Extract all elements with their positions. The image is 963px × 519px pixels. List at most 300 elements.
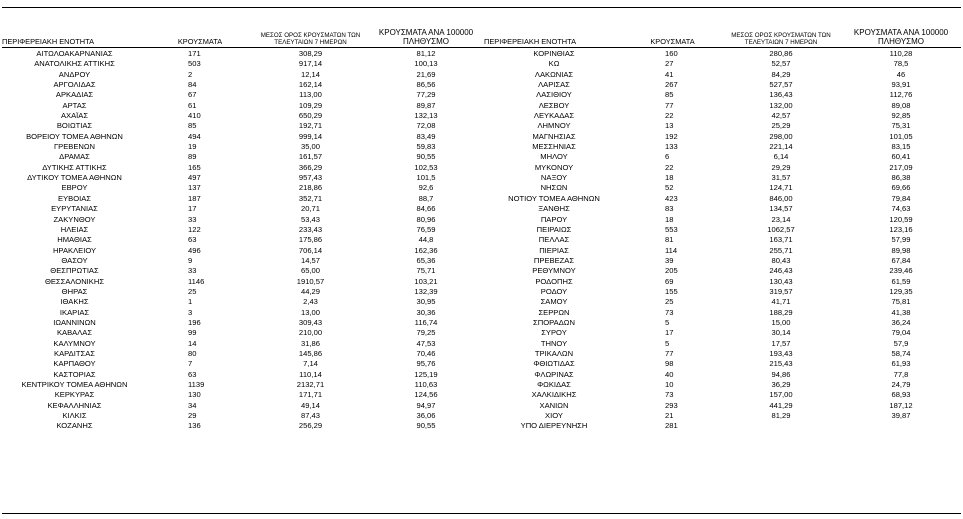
right-region-cell: ΛΗΜΝΟΥ — [537, 121, 571, 131]
right-region-cell: ΦΘΙΩΤΙΔΑΣ — [533, 359, 575, 369]
header-row — [2, 28, 961, 48]
right-region-cell: ΜΗΛΟΥ — [540, 152, 568, 162]
left-avg-7d-cell: 192,71 — [298, 121, 323, 131]
right-cases-cell: 6 — [665, 152, 670, 162]
left-per100k-cell: 103,21 — [414, 276, 438, 286]
left-cases-cell: 9 — [188, 255, 193, 265]
left-avg-7d-cell: 44,29 — [300, 286, 320, 296]
table-row — [2, 277, 961, 287]
left-cases-cell: 171 — [188, 49, 201, 59]
right-cases-cell: 69 — [665, 276, 674, 286]
right-region-cell: ΠΡΕΒΕΖΑΣ — [533, 255, 575, 265]
right-avg-7d-cell: 23,14 — [771, 214, 791, 224]
left-cases-cell: 63 — [188, 369, 197, 379]
right-per100k-cell: 46 — [896, 69, 906, 79]
right-per100k-cell: 61,59 — [891, 276, 911, 286]
right-region-cell: ΧΑΝΙΩΝ — [539, 400, 569, 410]
left-per100k-cell: 101,5 — [416, 173, 436, 183]
right-cases-cell: 22 — [665, 111, 674, 121]
right-per100k-cell: 41,38 — [891, 307, 911, 317]
header-cases-right: ΚΡΟΥΣΜΑΤΑ — [624, 28, 721, 48]
right-region-cell: ΛΕΥΚΑΔΑΣ — [533, 111, 575, 121]
table-row — [2, 194, 961, 204]
right-per100k-cell: 89,08 — [891, 100, 911, 110]
right-cases-cell: 17 — [665, 328, 674, 338]
right-region-cell: ΠΕΛΛΑΣ — [538, 235, 570, 245]
left-cases-cell: 122 — [188, 224, 201, 234]
left-cases-cell: 85 — [188, 121, 197, 131]
left-avg-7d-cell: 49,14 — [300, 400, 320, 410]
left-per100k-cell: 86,56 — [416, 80, 436, 90]
right-per100k-cell: 60,41 — [891, 152, 911, 162]
table-row — [2, 101, 961, 111]
right-per100k-cell: 58,74 — [891, 348, 911, 358]
left-avg-7d-cell: 35,00 — [300, 142, 320, 152]
right-per100k-cell — [841, 421, 961, 431]
right-region-cell: ΝΑΞΟΥ — [540, 173, 568, 183]
left-region-cell: ΙΘΑΚΗΣ — [60, 297, 89, 307]
left-per100k-cell: 47,53 — [416, 338, 436, 348]
right-cases-cell: 114 — [665, 245, 678, 255]
left-cases-cell: 496 — [188, 245, 201, 255]
right-cases-cell: 155 — [665, 286, 678, 296]
right-per100k-cell: 89,98 — [891, 245, 911, 255]
left-region-cell: ΕΒΡΟΥ — [61, 183, 88, 193]
left-per100k-cell: 102,53 — [414, 162, 438, 172]
right-region-cell: ΦΛΩΡΙΝΑΣ — [534, 369, 574, 379]
left-region-cell: ΙΩΑΝΝΙΝΩΝ — [53, 317, 96, 327]
left-per100k-cell: 100,13 — [414, 59, 438, 69]
header-cases-left: ΚΡΟΥΣΜΑΤΑ — [147, 28, 253, 48]
left-cases-cell: 503 — [188, 59, 201, 69]
left-avg-7d-cell: 14,57 — [300, 255, 320, 265]
right-cases-cell: 293 — [665, 400, 678, 410]
right-region-cell: ΣΥΡΟΥ — [541, 328, 567, 338]
right-cases-cell: 77 — [665, 100, 674, 110]
right-region-cell: ΣΕΡΡΩΝ — [538, 307, 570, 317]
left-avg-7d-cell: 233,43 — [298, 224, 323, 234]
right-cases-cell: 73 — [665, 307, 674, 317]
left-per100k-cell: 116,74 — [414, 317, 438, 327]
left-region-cell: ΑΙΤΩΛΟΑΚΑΡΝΑΝΙΑΣ — [36, 49, 113, 59]
left-region-cell: ΘΕΣΠΡΩΤΙΑΣ — [50, 266, 99, 276]
left-avg-7d-cell: 650,29 — [298, 111, 323, 121]
left-cases-cell: 34 — [188, 400, 197, 410]
left-avg-7d-cell: 1910,57 — [296, 276, 325, 286]
right-per100k-cell: 123,16 — [889, 224, 913, 234]
right-region-cell: ΠΙΕΡΙΑΣ — [539, 245, 569, 255]
covid-cases-table — [2, 28, 961, 432]
right-cases-cell: 133 — [665, 142, 678, 152]
right-avg-7d-cell: 157,00 — [769, 390, 793, 400]
right-avg-7d-cell: 130,43 — [769, 276, 793, 286]
right-per100k-cell: 68,93 — [891, 390, 911, 400]
left-per100k-cell: 59,83 — [416, 142, 436, 152]
right-per100k-cell: 36,24 — [891, 317, 911, 327]
left-region-cell: ΚΙΛΚΙΣ — [62, 411, 87, 421]
left-per100k-cell: 30,95 — [416, 297, 436, 307]
left-region-cell: ΑΡΓΟΛΙΔΑΣ — [53, 80, 96, 90]
table-row — [2, 142, 961, 152]
right-avg-7d-cell: 124,71 — [769, 183, 793, 193]
right-region-cell: ΜΕΣΣΗΝΙΑΣ — [532, 142, 576, 152]
right-region-cell: ΠΕΙΡΑΙΩΣ — [536, 224, 572, 234]
table-row — [2, 121, 961, 131]
table-row — [2, 132, 961, 142]
header-avg-right: ΜΕΣΟΣ ΟΡΟΣ ΚΡΟΥΣΜΑΤΩΝ ΤΩΝ ΤΕΛΕΥΤΑΙΩΝ 7 ΗΜΕΡΩΝ — [721, 28, 841, 48]
left-region-cell: ΚΑΛΥΜΝΟΥ — [53, 338, 96, 348]
right-cases-cell: 73 — [665, 390, 674, 400]
left-per100k-cell: 65,36 — [416, 255, 436, 265]
table-row — [2, 70, 961, 80]
left-region-cell: ΚΟΖΑΝΗΣ — [56, 421, 93, 431]
left-cases-cell: 80 — [188, 348, 197, 358]
left-avg-7d-cell: 309,43 — [298, 317, 323, 327]
right-avg-7d-cell: 193,43 — [769, 348, 793, 358]
right-cases-cell: 281 — [665, 421, 678, 431]
right-per100k-cell: 79,04 — [891, 328, 911, 338]
left-avg-7d-cell: 706,14 — [298, 245, 323, 255]
left-cases-cell: 19 — [188, 142, 197, 152]
left-cases-cell: 497 — [188, 173, 201, 183]
left-per100k-cell: 89,87 — [416, 100, 436, 110]
right-per100k-cell: 217,09 — [889, 162, 913, 172]
header-per100k-right: ΚΡΟΥΣΜΑΤΑ ΑΝΑ 100000 ΠΛΗΘΥΣΜΟ — [841, 28, 961, 48]
right-region-cell: ΥΠΟ ΔΙΕΡΕΥΝΗΣΗ — [520, 421, 588, 431]
header-region-left: ΠΕΡΙΦΕΡΕΙΑΚΗ ΕΝΟΤΗΤΑ — [2, 28, 147, 48]
left-cases-cell: 99 — [188, 328, 197, 338]
left-cases-cell: 14 — [188, 338, 197, 348]
left-per100k-cell: 84,66 — [416, 204, 436, 214]
left-cases-cell: 3 — [188, 307, 193, 317]
left-cases-cell: 196 — [188, 317, 201, 327]
left-per100k-cell: 95,76 — [416, 359, 436, 369]
left-per100k-cell: 92,6 — [418, 183, 434, 193]
table-row — [2, 370, 961, 380]
left-per100k-cell: 94,97 — [416, 400, 436, 410]
right-cases-cell: 267 — [665, 80, 678, 90]
right-avg-7d-cell — [721, 421, 841, 431]
right-per100k-cell: 129,35 — [889, 286, 913, 296]
left-cases-cell: 63 — [188, 235, 197, 245]
left-region-cell: ΒΟΡΕΙΟΥ ΤΟΜΕΑ ΑΘΗΝΩΝ — [26, 131, 123, 141]
right-per100k-cell: 92,85 — [891, 111, 911, 121]
right-region-cell: ΧΙΟΥ — [545, 411, 563, 421]
right-cases-cell: 423 — [665, 193, 678, 203]
left-cases-cell: 7 — [188, 359, 193, 369]
left-cases-cell: 136 — [188, 421, 201, 431]
left-per100k-cell: 124,56 — [414, 390, 438, 400]
left-region-cell: ΔΡΑΜΑΣ — [59, 152, 90, 162]
left-region-cell: ΚΑΡΠΑΘΟΥ — [53, 359, 96, 369]
header-per100k-left: ΚΡΟΥΣΜΑΤΑ ΑΝΑ 100000 ΠΛΗΘΥΣΜΟ — [368, 28, 484, 48]
left-region-cell: ΚΑΡΔΙΤΣΑΣ — [54, 348, 95, 358]
right-cases-cell: 18 — [665, 173, 674, 183]
left-region-cell: ΑΡΤΑΣ — [62, 100, 87, 110]
left-region-cell: ΘΗΡΑΣ — [61, 286, 88, 296]
right-region-cell: ΤΡΙΚΑΛΩΝ — [534, 348, 574, 358]
table-row — [2, 380, 961, 390]
left-cases-cell: 1 — [188, 297, 193, 307]
right-region-cell: ΡΕΘΥΜΝΟΥ — [532, 266, 576, 276]
right-avg-7d-cell: 84,29 — [771, 69, 791, 79]
left-avg-7d-cell: 957,43 — [298, 173, 323, 183]
left-cases-cell: 33 — [188, 214, 197, 224]
left-per100k-cell: 81,12 — [416, 49, 436, 59]
right-per100k-cell: 61,93 — [891, 359, 911, 369]
right-per100k-cell: 83,15 — [891, 142, 911, 152]
left-cases-cell: 29 — [188, 411, 197, 421]
left-per100k-cell: 75,71 — [416, 266, 436, 276]
left-avg-7d-cell: 87,43 — [300, 411, 320, 421]
table-row — [2, 297, 961, 307]
left-avg-7d-cell: 308,29 — [298, 49, 323, 59]
right-region-cell: ΦΩΚΙΔΑΣ — [537, 380, 571, 390]
table-row — [2, 235, 961, 245]
left-region-cell: ΚΕΡΚΥΡΑΣ — [54, 390, 95, 400]
left-avg-7d-cell: 145,86 — [298, 348, 323, 358]
right-avg-7d-cell: 52,57 — [771, 59, 791, 69]
left-region-cell: ΙΚΑΡΙΑΣ — [59, 307, 90, 317]
left-per100k-cell: 83,49 — [416, 131, 436, 141]
right-region-cell: ΣΠΟΡΑΔΩΝ — [533, 317, 575, 327]
right-per100k-cell: 39,87 — [891, 411, 911, 421]
left-cases-cell: 130 — [188, 390, 201, 400]
left-avg-7d-cell: 65,00 — [300, 266, 320, 276]
left-per100k-cell: 44,8 — [418, 235, 434, 245]
left-region-cell: ΗΜΑΘΙΑΣ — [57, 235, 92, 245]
right-avg-7d-cell: 42,57 — [771, 111, 791, 121]
right-cases-cell: 205 — [665, 266, 678, 276]
right-per100k-cell: 187,12 — [889, 400, 913, 410]
right-per100k-cell: 24,79 — [891, 380, 911, 390]
right-avg-7d-cell: 17,57 — [771, 338, 791, 348]
right-cases-cell: 10 — [665, 380, 674, 390]
left-per100k-cell: 132,39 — [414, 286, 438, 296]
left-region-cell: ΚΑΒΑΛΑΣ — [56, 328, 93, 338]
right-cases-cell: 52 — [665, 183, 674, 193]
left-per100k-cell: 21,69 — [416, 69, 436, 79]
right-region-cell: ΧΑΛΚΙΔΙΚΗΣ — [531, 390, 577, 400]
left-per100k-cell: 80,96 — [416, 214, 436, 224]
left-avg-7d-cell: 256,29 — [298, 421, 323, 431]
left-avg-7d-cell: 171,71 — [298, 390, 323, 400]
left-cases-cell: 137 — [188, 183, 201, 193]
left-region-cell: ΑΝΑΤΟΛΙΚΗΣ ΑΤΤΙΚΗΣ — [34, 59, 115, 69]
right-avg-7d-cell: 246,43 — [769, 266, 793, 276]
table-row — [2, 349, 961, 359]
left-region-cell: ΚΕΝΤΡΙΚΟΥ ΤΟΜΕΑ ΑΘΗΝΩΝ — [21, 380, 128, 390]
left-avg-7d-cell: 218,86 — [298, 183, 323, 193]
right-per100k-cell: 57,9 — [893, 338, 909, 348]
right-cases-cell: 98 — [665, 359, 674, 369]
left-avg-7d-cell: 161,57 — [298, 152, 323, 162]
table-row — [2, 359, 961, 369]
right-avg-7d-cell: 6,14 — [773, 152, 789, 162]
right-cases-cell: 39 — [665, 255, 674, 265]
table-row — [2, 215, 961, 225]
right-region-cell: ΤΗΝΟΥ — [540, 338, 568, 348]
right-per100k-cell: 93,91 — [891, 80, 911, 90]
right-per100k-cell: 78,5 — [893, 59, 909, 69]
left-cases-cell: 17 — [188, 204, 197, 214]
left-cases-cell: 2 — [188, 69, 193, 79]
right-cases-cell: 83 — [665, 204, 674, 214]
right-avg-7d-cell: 527,57 — [769, 80, 793, 90]
left-per100k-cell: 132,13 — [414, 111, 438, 121]
right-avg-7d-cell: 163,71 — [769, 235, 793, 245]
left-avg-7d-cell: 113,00 — [299, 90, 322, 100]
right-region-cell: ΝΟΤΙΟΥ ΤΟΜΕΑ ΑΘΗΝΩΝ — [508, 193, 600, 203]
right-cases-cell: 192 — [665, 131, 678, 141]
right-avg-7d-cell: 280,86 — [769, 49, 793, 59]
left-avg-7d-cell: 917,14 — [298, 59, 323, 69]
table-row — [2, 266, 961, 276]
left-avg-7d-cell: 109,29 — [298, 100, 323, 110]
left-avg-7d-cell: 12,14 — [300, 69, 320, 79]
right-region-cell: ΡΟΔΟΥ — [540, 286, 568, 296]
right-per100k-cell: 77,8 — [893, 369, 909, 379]
left-per100k-cell: 88,7 — [418, 193, 434, 203]
right-avg-7d-cell: 29,29 — [771, 162, 791, 172]
left-region-cell: ΕΥΡΥΤΑΝΙΑΣ — [51, 204, 98, 214]
left-cases-cell: 89 — [188, 152, 197, 162]
table-row — [2, 328, 961, 338]
table-row — [2, 390, 961, 400]
left-per100k-cell: 110,63 — [414, 380, 438, 390]
left-per100k-cell: 77,29 — [416, 90, 436, 100]
left-region-cell: ΔΥΤΙΚΗΣ ΑΤΤΙΚΗΣ — [42, 162, 107, 172]
right-region-cell: ΛΑΣΙΘΙΟΥ — [536, 90, 572, 100]
table-row — [2, 59, 961, 69]
right-region-cell: ΜΥΚΟΝΟΥ — [534, 162, 574, 172]
right-per100k-cell: 75,81 — [891, 297, 911, 307]
right-cases-cell: 25 — [665, 297, 674, 307]
right-region-cell: ΛΕΣΒΟΥ — [538, 100, 570, 110]
right-cases-cell: 27 — [665, 59, 674, 69]
right-region-cell: ΝΗΣΩΝ — [540, 183, 568, 193]
right-avg-7d-cell: 136,43 — [769, 90, 793, 100]
left-avg-7d-cell: 352,71 — [298, 193, 323, 203]
table-row — [2, 48, 961, 60]
right-region-cell: ΣΑΜΟΥ — [540, 297, 568, 307]
left-cases-cell: 25 — [188, 286, 197, 296]
left-region-cell: ΑΡΚΑΔΙΑΣ — [55, 90, 94, 100]
right-region-cell: ΜΑΓΝΗΣΙΑΣ — [532, 131, 576, 141]
right-avg-7d-cell: 15,00 — [771, 317, 791, 327]
left-per100k-cell: 76,59 — [416, 224, 436, 234]
left-per100k-cell: 72,08 — [416, 121, 436, 131]
left-region-cell: ΖΑΚΥΝΘΟΥ — [53, 214, 96, 224]
table-row — [2, 256, 961, 266]
left-avg-7d-cell: 999,14 — [298, 131, 323, 141]
right-per100k-cell: 57,99 — [891, 235, 911, 245]
right-per100k-cell: 69,66 — [891, 183, 911, 193]
left-region-cell: ΘΑΣΟΥ — [61, 255, 88, 265]
right-per100k-cell: 110,28 — [889, 49, 913, 59]
left-cases-cell: 67 — [188, 90, 197, 100]
left-per100k-cell: 36,06 — [416, 411, 436, 421]
left-avg-7d-cell: 31,86 — [300, 338, 320, 348]
header-region-right: ΠΕΡΙΦΕΡΕΙΑΚΗ ΕΝΟΤΗΤΑ — [484, 28, 624, 48]
left-cases-cell: 1146 — [188, 276, 205, 286]
left-per100k-cell: 90,55 — [416, 152, 436, 162]
table-row — [2, 90, 961, 100]
left-per100k-cell: 125,19 — [414, 369, 438, 379]
right-per100k-cell: 67,84 — [891, 255, 911, 265]
right-region-cell: ΞΑΝΘΗΣ — [538, 204, 570, 214]
right-region-cell: ΛΑΚΩΝΙΑΣ — [534, 69, 574, 79]
table-row — [2, 246, 961, 256]
table-body — [2, 48, 961, 432]
right-avg-7d-cell: 1062,57 — [767, 224, 795, 234]
left-cases-cell: 1139 — [188, 380, 205, 390]
table-row — [2, 287, 961, 297]
right-avg-7d-cell: 319,57 — [769, 286, 793, 296]
left-region-cell: ΕΥΒΟΙΑΣ — [58, 193, 91, 203]
right-avg-7d-cell: 298,00 — [769, 131, 793, 141]
top-rule — [2, 7, 961, 8]
left-per100k-cell: 30,36 — [416, 307, 436, 317]
right-avg-7d-cell: 30,14 — [771, 328, 791, 338]
table-row — [2, 411, 961, 421]
left-cases-cell: 84 — [188, 80, 197, 90]
right-avg-7d-cell: 36,29 — [771, 380, 791, 390]
right-per100k-cell: 86,38 — [891, 173, 911, 183]
right-cases-cell: 41 — [665, 69, 674, 79]
left-cases-cell: 494 — [188, 131, 201, 141]
right-per100k-cell: 239,46 — [889, 266, 913, 276]
right-per100k-cell: 74,63 — [891, 204, 911, 214]
right-avg-7d-cell: 221,14 — [769, 142, 793, 152]
right-region-cell: ΚΩ — [548, 59, 560, 69]
table-row — [2, 339, 961, 349]
table-row — [2, 318, 961, 328]
left-avg-7d-cell: 2,43 — [303, 297, 318, 307]
right-cases-cell: 5 — [665, 317, 670, 327]
left-per100k-cell: 79,25 — [416, 328, 436, 338]
left-region-cell: ΔΥΤΙΚΟΥ ΤΟΜΕΑ ΑΘΗΝΩΝ — [27, 173, 122, 183]
right-avg-7d-cell: 31,57 — [771, 173, 791, 183]
right-avg-7d-cell: 188,29 — [769, 307, 793, 317]
right-region-cell: ΡΟΔΟΠΗΣ — [535, 276, 573, 286]
left-region-cell: ΚΕΦΑΛΛΗΝΙΑΣ — [47, 400, 102, 410]
right-per100k-cell: 79,84 — [891, 193, 911, 203]
left-cases-cell: 187 — [188, 193, 201, 203]
left-per100k-cell: 70,46 — [416, 348, 436, 358]
left-region-cell: ΑΧΑΪΑΣ — [60, 111, 89, 121]
right-avg-7d-cell: 134,57 — [769, 204, 793, 214]
right-cases-cell: 13 — [665, 121, 674, 131]
table-row — [2, 163, 961, 173]
right-per100k-cell: 112,76 — [889, 90, 913, 100]
left-region-cell: ΒΟΙΩΤΙΑΣ — [56, 121, 93, 131]
left-region-cell: ΓΡΕΒΕΝΩΝ — [53, 142, 96, 152]
right-per100k-cell: 75,31 — [891, 121, 911, 131]
right-region-cell: ΛΑΡΙΣΑΣ — [538, 80, 570, 90]
right-avg-7d-cell: 132,00 — [769, 100, 793, 110]
left-avg-7d-cell: 13,00 — [300, 307, 320, 317]
right-avg-7d-cell: 441,29 — [769, 400, 793, 410]
left-avg-7d-cell: 210,00 — [298, 328, 323, 338]
table-row — [2, 225, 961, 235]
right-cases-cell: 18 — [665, 214, 674, 224]
right-avg-7d-cell: 255,71 — [769, 245, 793, 255]
right-avg-7d-cell: 94,86 — [771, 369, 791, 379]
table-row — [2, 80, 961, 90]
table-row — [2, 308, 961, 318]
table-row — [2, 111, 961, 121]
